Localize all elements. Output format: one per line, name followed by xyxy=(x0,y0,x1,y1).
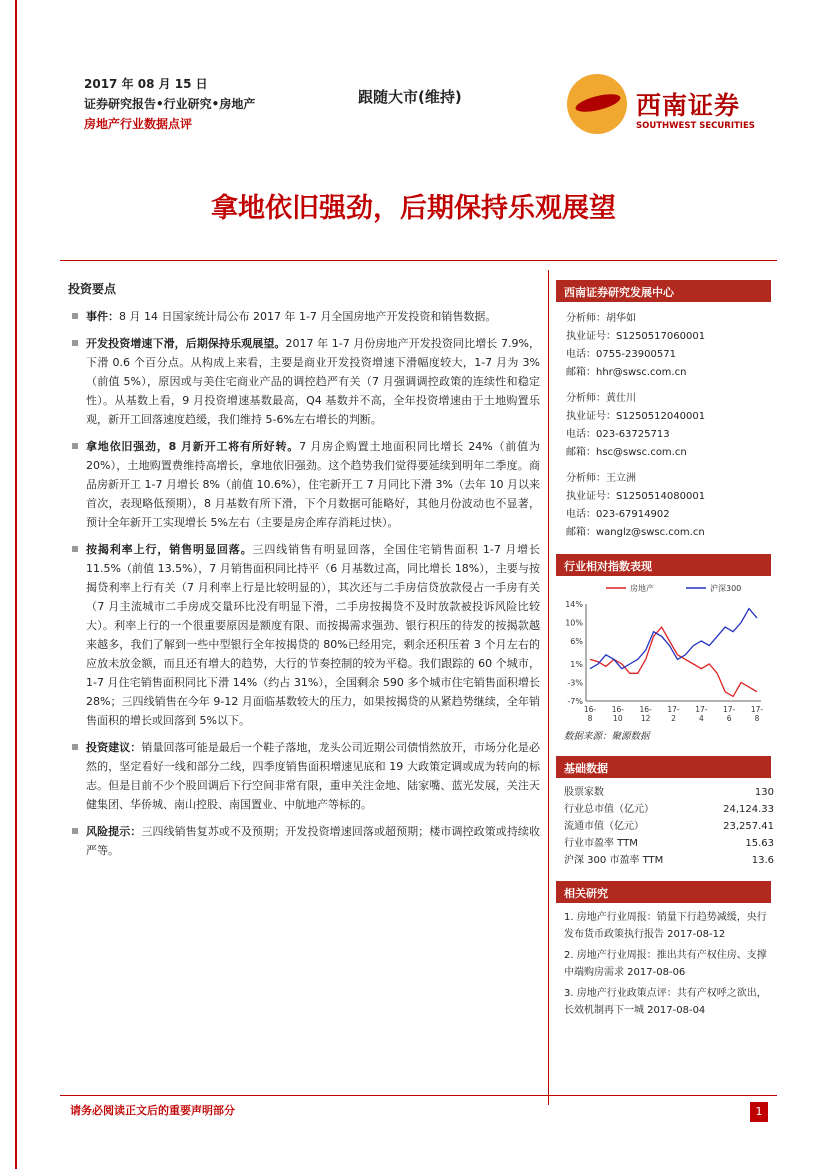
y-tick-label: -3% xyxy=(567,678,583,688)
page-title: 拿地依旧强劲，后期保持乐观展望 xyxy=(211,193,616,224)
index-chart-svg xyxy=(556,576,771,726)
x-tick-label: 17- xyxy=(750,705,764,714)
logo-english: SOUTHWEST SECURITIES xyxy=(636,121,755,131)
y-tick-label: 14% xyxy=(565,600,583,609)
rating: 跟随大市(维持) xyxy=(358,88,462,106)
logo-text: 西南证券 xyxy=(636,91,741,120)
related-list xyxy=(556,909,771,1019)
x-tick-label: 10 xyxy=(613,714,623,723)
page-number: 1 xyxy=(750,1102,768,1122)
y-tick-label: 10% xyxy=(565,618,583,628)
logo-icon xyxy=(567,74,627,134)
analyst-card: 分析师：黄仕川 执业证号：S1250512040001 电话：023-63725713 邮箱：hsc@swsc.com.cn xyxy=(566,393,706,458)
y-tick-label: 1% xyxy=(570,660,583,670)
x-tick-label: 4 xyxy=(698,714,704,723)
footer-divider xyxy=(60,1095,777,1096)
sidebar xyxy=(556,280,774,1023)
chart-source: 数据来源：聚源数据 xyxy=(564,731,650,742)
table-row: 行业市盈率 TTM 15.63 xyxy=(564,838,774,849)
report-date: 2017 年 08 月 15 日 xyxy=(84,77,208,91)
summary-bullet: 拿地依旧强劲，8 月新开工将有所好转。7 月房企购置土地面积同比增长 24%（前值为 20%），土地购置费维持高增长，拿地依旧强劲。这个趋势我们觉得要延续到明年二季度。商品房新开工 1-7 月增长 8%（前值 10.6%），住宅新开工 7 月同比下滑 3%（去年 10 月以来首次，表现略低预期），8 月基数有所下滑，下个月数据可能略好，其他月份波动也不显著，预计全年新开工实现增长 5%左右（主要是房企库存消耗过快）。 xyxy=(68,437,540,532)
basic-data-table xyxy=(564,784,774,869)
x-tick-label: 8 xyxy=(587,714,593,723)
x-tick-label: 17- xyxy=(695,705,708,714)
summary-bullet: 投资建议：销量回落可能是最后一个鞋子落地，龙头公司近期公司债悄然放开，市场分化是必然的，坚定看好一线和部分二线，四季度销售面积增速见底和 19 大政策定调或成为转向的标志。但是目前不少个股回调后下行空间非常有限，重申关注金地、陆家嘴、蓝光发展，关注天健集团、华侨城、南山控股、南国置业、中航地产等标的。 xyxy=(68,738,540,814)
footer-note: 请务必阅读正文后的重要声明部分 xyxy=(70,1104,235,1117)
header-meta xyxy=(84,74,255,134)
x-tick-label: 2 xyxy=(671,714,676,723)
table-row: 沪深 300 市盈率 TTM 13.6 xyxy=(564,855,774,866)
table-row: 股票家数 130 xyxy=(564,787,774,798)
x-tick-label: 17- xyxy=(723,705,736,714)
basic-data-title: 基础数据 xyxy=(556,756,771,778)
x-tick-label: 8 xyxy=(754,714,760,723)
related-item[interactable]: 2. 房地产行业周报：推出共有产权住房、支撑中端购房需求 2017-08-06 xyxy=(564,950,767,978)
summary-heading: 投资要点 xyxy=(68,282,117,296)
summary-bullet: 风险提示：三四线销售复苏或不及预期；开发投资增速回落或超预期；楼市调控政策或持续收严等。 xyxy=(68,822,540,860)
research-center-title: 西南证券研究发展中心 xyxy=(556,280,771,302)
summary-bullet: 事件：8 月 14 日国家统计局公布 2017 年 1-7 月全国房地产开发投资和销售数据。 xyxy=(68,307,540,326)
left-accent-bar xyxy=(15,0,17,1169)
summary-bullet: 按揭利率上行，销售明显回落。三四线销售有明显回落，全国住宅销售面积 1-7 月增长 11.5%（前值 13.5%），7 月销售面积同比持平（6 月基数过高，同比增长 18%），主要与按揭贷利率上行有关（7 月利率上行是比较明显的），其次还与二手房信贷放款侵占一手房有关（7 月主流城市二手房成交量环比没有明显下滑，二手房按揭贷不及时放款被投诉风险比较大）。利率上行的一个很重要原因是额度有限、而按揭需求强劲、银行积压的待发的按揭款越来越多，我们了解到一些中型银行全年按揭贷的 80%已经用完，剩余还积压着 3 个月左右的应放未放金额，而且还有增大的趋势，大行的节奏控制的较为平稳。我们跟踪的 60 个城市，1-7 月住宅销售面积同比下滑 14%（约占 31%），全国剩余 590 多个城市住宅销售面积增长 28%；三四线销售在今年 9-12 月面临基数较大的压力，如果按揭贷的从紧趋势继续，全年销售面积的增长或回落到 5%以下。 xyxy=(68,540,540,730)
report-category: 房地产行业数据点评 xyxy=(84,117,193,131)
related-item[interactable]: 1. 房地产行业周报：销量下行趋势减缓，央行发布货币政策执行报告 2017-08-12 xyxy=(564,912,767,940)
related-title: 相关研究 xyxy=(556,881,771,903)
chart-title: 行业相对指数表现 xyxy=(556,554,771,576)
report-type: 证券研究报告•行业研究•房地产 xyxy=(84,97,256,111)
column-divider xyxy=(548,270,549,1105)
legend-label: 房地产 xyxy=(630,584,654,593)
title-divider xyxy=(60,260,777,261)
x-tick-label: 16- xyxy=(639,705,652,714)
y-tick-label: -7% xyxy=(567,697,583,706)
x-tick-label: 6 xyxy=(726,714,732,723)
related-item[interactable]: 3. 房地产行业政策点评：共有产权呼之欲出，长效机制再下一城 2017-08-04 xyxy=(564,988,767,1016)
x-tick-label: 16- xyxy=(611,705,624,714)
summary-bullet: 开发投资增速下滑，后期保持乐观展望。2017 年 1-7 月份房地产开发投资同比增长 7.9%，下滑 0.6 个百分点。从构成上来看，主要是商业开发投资增速下滑幅度较大，1-7 月为 3%（前值 5%），原因或与美住宅商业产品的调控趋严有关（7 月强调调控政策的连续性和稳定性）。从基数上看，9 月投资增速基数最高，Q4 基数并不高，全年投资增速由于土地购置乐观，新开工回落速度趋缓，我们维持 5-6%左右增长的判断。 xyxy=(68,334,540,429)
table-row: 流通市值（亿元） 23,257.41 xyxy=(564,821,774,832)
x-tick-label: 12 xyxy=(640,714,651,723)
x-tick-label: 16- xyxy=(583,705,597,714)
summary-column xyxy=(68,280,540,868)
y-tick-label: 6% xyxy=(570,636,583,646)
analyst-card: 分析师：王立洲 执业证号：S1250514080001 电话：023-67914902 邮箱：wanglz@swsc.com.cn xyxy=(566,473,706,538)
table-row: 行业总市值（亿元） 24,124.33 xyxy=(564,804,774,815)
x-tick-label: 17- xyxy=(667,705,680,714)
legend-label: 沪深300 xyxy=(710,584,742,593)
index-chart xyxy=(556,576,771,726)
analyst-card: 分析师：胡华如 执业证号：S1250517060001 电话：0755-23900571 邮箱：hhr@swsc.com.cn xyxy=(566,313,706,378)
